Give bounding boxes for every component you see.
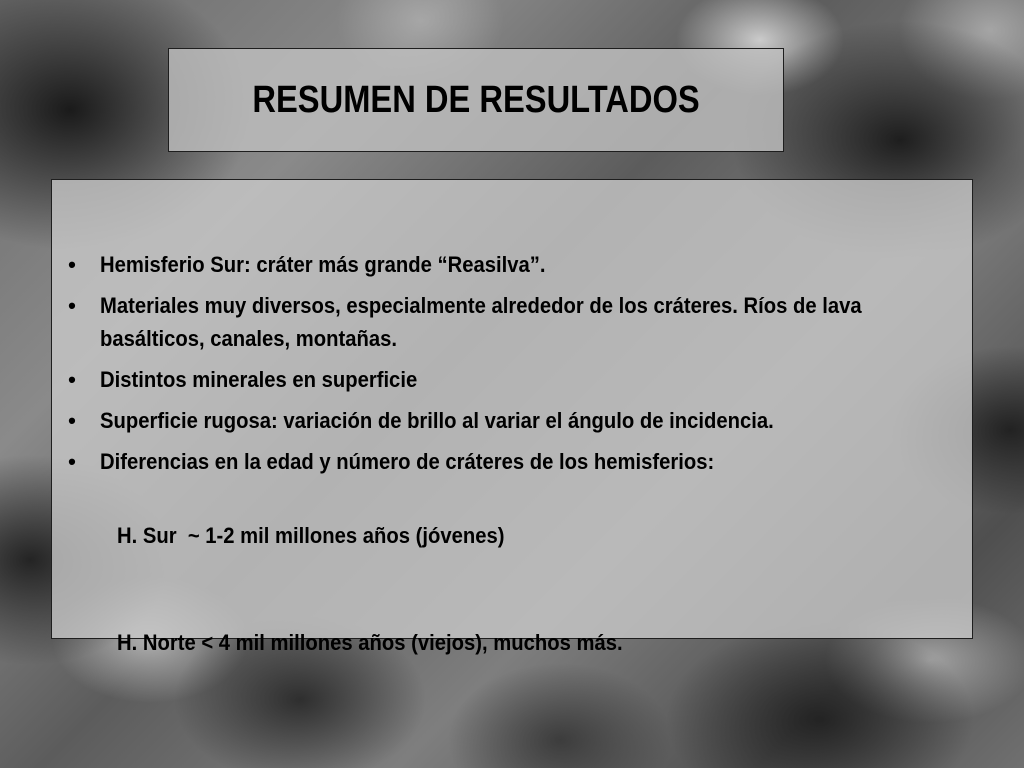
bullet-item-hemisferio-sur bbox=[52, 248, 972, 281]
content-box bbox=[51, 179, 973, 655]
bullet-icon: • bbox=[68, 449, 76, 474]
bullet-text: Diferencias en la edad y número de cráteres de los hemisferios: bbox=[100, 449, 715, 474]
bullet-text: Hemisferio Sur: cráter más grande “Reasilva”. bbox=[100, 252, 546, 277]
bullet-list bbox=[52, 248, 972, 700]
bullet-item-diferencias bbox=[52, 445, 972, 478]
line-h-norte bbox=[52, 593, 972, 692]
bullet-text: Superficie rugosa: variación de brillo al variar el ángulo de incidencia. bbox=[100, 408, 774, 433]
bullet-icon: • bbox=[68, 252, 76, 277]
line-h-sur bbox=[52, 486, 972, 585]
bullet-icon: • bbox=[68, 293, 76, 318]
bullet-item-superficie bbox=[52, 404, 972, 437]
bullet-item-materiales bbox=[52, 289, 972, 355]
line-text: H. Norte < 4 mil millones años (viejos), muchos más. bbox=[116, 630, 623, 655]
bullet-icon: • bbox=[68, 367, 76, 392]
title-box bbox=[168, 48, 784, 152]
line-text: H. Sur ~ 1-2 mil millones años (jóvenes) bbox=[116, 523, 505, 548]
bullet-text: Materiales muy diversos, especialmente alrededor de los cráteres. Ríos de lava basálticos, canales, montañas. bbox=[100, 293, 862, 351]
slide-title: RESUMEN DE RESULTADOS bbox=[252, 78, 700, 121]
bullet-text: Distintos minerales en superficie bbox=[100, 367, 418, 392]
bullet-item-minerales bbox=[52, 363, 972, 396]
bullet-icon: • bbox=[68, 408, 76, 433]
